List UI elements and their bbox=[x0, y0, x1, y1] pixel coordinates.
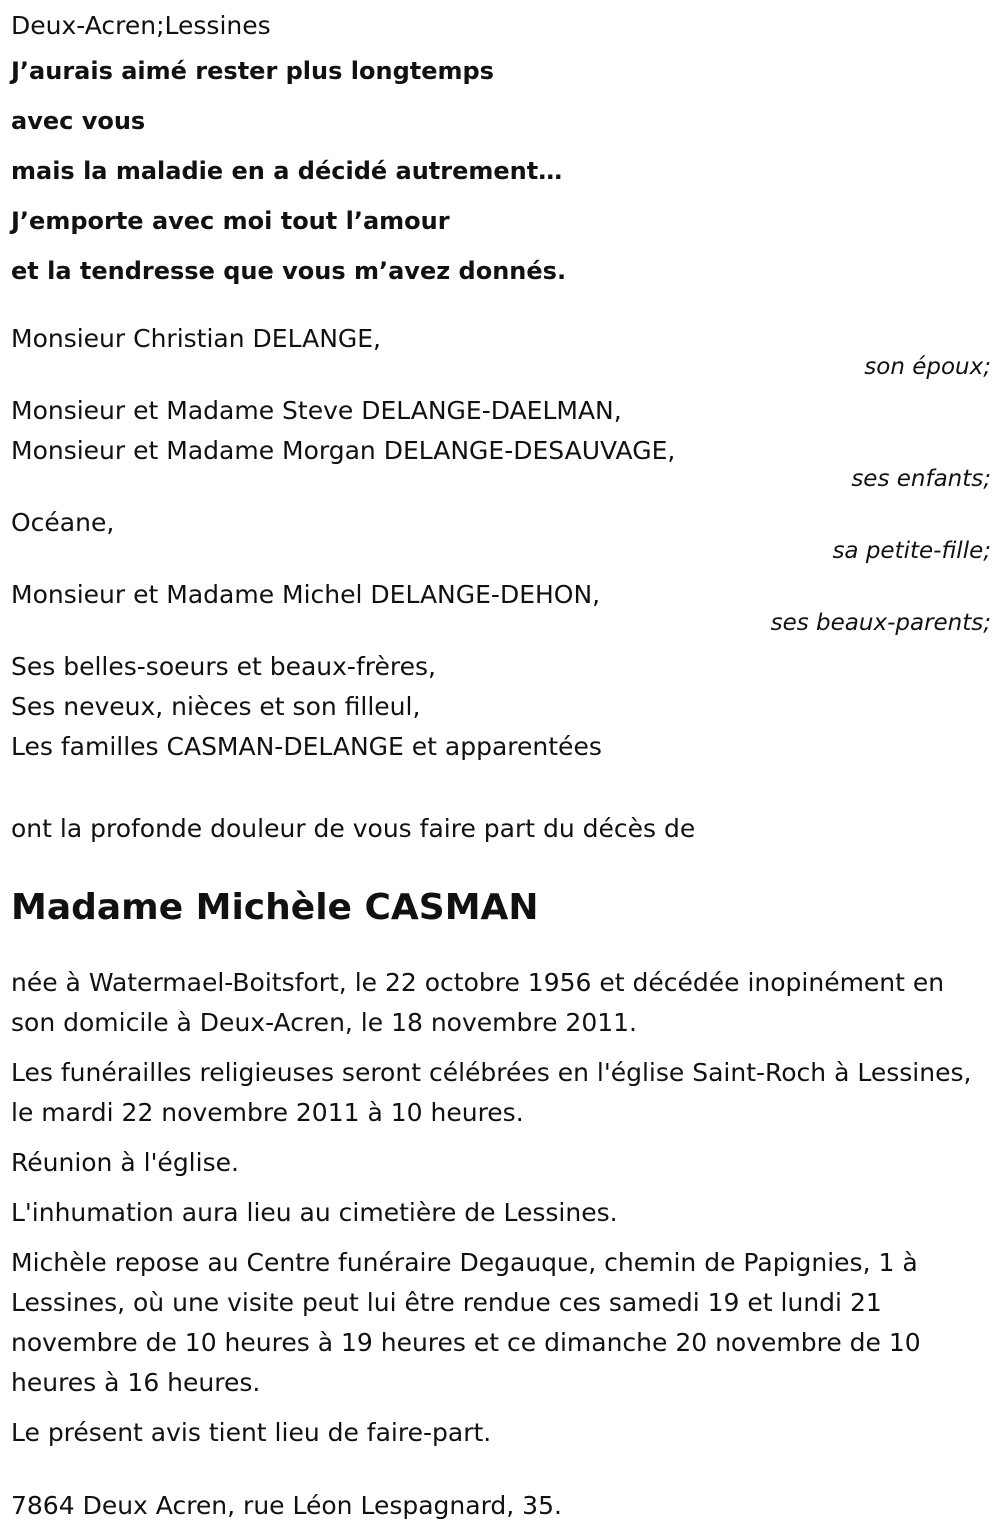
poem-line: J’emporte avec moi tout l’amour bbox=[11, 207, 450, 235]
poem bbox=[11, 46, 991, 296]
granddaughter-role: sa petite-fille; bbox=[832, 538, 991, 564]
obituary-notice bbox=[11, 6, 991, 1526]
detail-paragraph: Michèle repose au Centre funéraire Degauque, chemin de Papignies, 1 à Lessines, où une visite peut lui être rendue ces samedi 19 et lundi 21 novembre de 10 heures à 19 heures et ce dimanche 20 novembre de 10 heures à 16 heures. bbox=[11, 1248, 921, 1397]
child-name: Monsieur et Madame Steve DELANGE-DAELMAN, bbox=[11, 396, 622, 425]
poem-line: J’aurais aimé rester plus longtemps bbox=[11, 57, 494, 85]
family-list bbox=[11, 319, 991, 767]
announcement-text: ont la profonde douleur de vous faire part du décès de bbox=[11, 814, 696, 843]
spouse-role: son époux; bbox=[864, 354, 991, 380]
detail-paragraph: Les funérailles religieuses seront célébrées en l'église Saint-Roch à Lessines, le mardi 22 novembre 2011 à 10 heures. bbox=[11, 1058, 972, 1127]
other-relatives: Ses belles-soeurs et beaux-frères, bbox=[11, 652, 436, 681]
inlaws-role: ses beaux-parents; bbox=[770, 610, 991, 636]
detail-paragraph: L'inhumation aura lieu au cimetière de Lessines. bbox=[11, 1198, 618, 1227]
location-header: Deux-Acren;Lessines bbox=[11, 11, 271, 40]
funeral-details bbox=[11, 963, 991, 1453]
granddaughter-name: Océane, bbox=[11, 508, 115, 537]
inlaws-name: Monsieur et Madame Michel DELANGE-DEHON, bbox=[11, 580, 601, 609]
deceased-name: Madame Michèle CASMAN bbox=[11, 887, 539, 928]
poem-line: mais la maladie en a décidé autrement… bbox=[11, 157, 563, 185]
poem-line: avec vous bbox=[11, 107, 146, 135]
home-address: 7864 Deux Acren, rue Léon Lespagnard, 35. bbox=[11, 1491, 562, 1520]
spouse-name: Monsieur Christian DELANGE, bbox=[11, 324, 382, 353]
detail-paragraph: Réunion à l'église. bbox=[11, 1148, 239, 1177]
child-name: Monsieur et Madame Morgan DELANGE-DESAUVAGE, bbox=[11, 436, 676, 465]
children-role: ses enfants; bbox=[851, 466, 991, 492]
poem-line: et la tendresse que vous m’avez donnés. bbox=[11, 257, 567, 285]
detail-paragraph: Le présent avis tient lieu de faire-part. bbox=[11, 1418, 492, 1447]
detail-paragraph: née à Watermael-Boitsfort, le 22 octobre 1956 et décédée inopinément en son domicile à Deux-Acren, le 18 novembre 2011. bbox=[11, 968, 945, 1037]
other-relatives: Ses neveux, nièces et son filleul, bbox=[11, 692, 421, 721]
other-relatives: Les familles CASMAN-DELANGE et apparentées bbox=[11, 732, 602, 761]
